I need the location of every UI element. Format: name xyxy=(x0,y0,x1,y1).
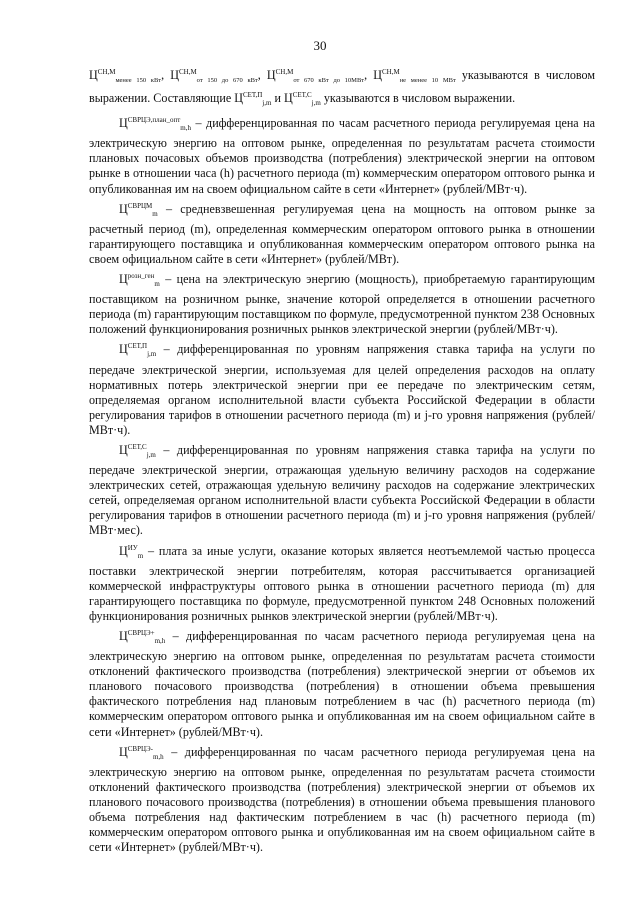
page-number: 30 xyxy=(313,38,327,53)
definition-paragraph xyxy=(89,199,595,267)
paragraph-text: указываются в числовом выражении. Составляющие xyxy=(89,68,596,106)
definition-paragraph xyxy=(89,440,595,539)
paragraph-text: указываются в числовом выражении. xyxy=(323,91,516,106)
document-body xyxy=(89,65,595,855)
formula-symbol: $Ц^{СВРЦМ}_m$ xyxy=(119,201,158,218)
formula-symbol: $Ц^{СЕТ,П}_{j,m}$ xyxy=(234,91,272,108)
definition-paragraph xyxy=(89,269,595,337)
definition-text: – дифференцированная по часам расчетного периода регулируемая цена на электрическую энергию на оптовом рынке, определенная по результатам расчета стоимости плановых почасовых объемов производства (потребления) электрической энергии на оптовом рынке в отношении часа (h) расчетного периода (m) коммерческим оператором оптового рынка и опубликованная им на своем официальном сайте в сети «Интернет» (рублей/МВт·ч). xyxy=(89,116,595,196)
formula-symbol: $Ц^{ИУ}_m$ xyxy=(119,543,144,560)
definition-text: – дифференцированная по часам расчетного периода регулируемая цена на электрическую энергию на оптовом рынке, определенная по результатам расчета стоимости отклонений фактического производства (потребления) электрической энергии от объемов их планового почасового производства (потребления) в отношении объема превышения фактического потребления над плановым потреблением в час (h) расчетного периода (m) коммерческим оператором оптового рынка и опубликованная им на своем официальном сайте в сети «Интернет» (рублей/МВт·ч). xyxy=(89,629,595,739)
definition-text: – цена на электрическую энергию (мощность), приобретаемую гарантирующим поставщиком на розничном рынке, значение которой определяется в отношении расчетного периода (m) гарантирующим поставщиком по формуле, предусмотренной пунктом 238 Основных положений функционирования розничных рынков электрической энергии (рублей/МВт·ч). xyxy=(89,272,595,337)
definition-paragraph xyxy=(89,626,595,740)
definition-paragraph xyxy=(89,113,595,196)
formula-symbol: $Ц^{СЕТ,С}_{j,m}$ xyxy=(119,442,156,459)
definition-paragraph xyxy=(89,339,595,438)
formula-symbol: $Ц^{розн\_ген}_m$ xyxy=(119,272,160,289)
definition-text: – дифференцированная по часам расчетного периода регулируемая цена на электрическую энергию на оптовом рынке, определенная по результатам расчета стоимости отклонений фактического производства (потребления) электрической энергии от объемов их планового почасового производства (потребления) в отношении объема превышения планового объема потребления над фактическим потреблением в час (h) расчетного периода (m) коммерческим оператором оптового рынка и опубликованная им на своем официальном сайте в сети «Интернет» (рублей/МВт·ч). xyxy=(89,744,595,855)
formula-symbol: $Ц^{СН,М}_{от 670 кВт до 10МВт}$ xyxy=(266,68,365,84)
formula-symbol: $Ц^{СН,М}_{не менее 10 МВт}$ xyxy=(373,68,456,84)
definition-paragraph xyxy=(89,541,595,624)
formula-symbol: $Ц^{СЕТ,П}_{j,m}$ xyxy=(119,342,157,359)
formula-symbol: $Ц^{СН,М}_{от 150 до 670 кВт}$ xyxy=(170,68,258,84)
formula-symbol: $Ц^{СЕТ,С}_{j,m}$ xyxy=(283,91,321,108)
formula-symbol: $Ц^{СВРЦЭ-}_{m,h}$ xyxy=(119,744,164,761)
definition-text: – дифференцированная по уровням напряжения ставка тарифа на услуги по передаче электрической энергии, отражающая удельную величину расходов на содержание электрических сетей, отражающая удельную величину расходов на содержание электрических сетей, определяемая органом исполнительной власти субъекта Российской Федерации в области регулирования тарифов в отношении расчетного периода (m) и j-го уровня напряжения (рублей/МВт·мес). xyxy=(89,442,595,538)
definition-text: – плата за иные услуги, оказание которых является неотъемлемой частью процесса поставки электрической энергии потребителям, которая рассчитывается организацией коммерческой инфраструктуры оптового рынка в отношении расчетного периода (m) для гарантирующего поставщика по формуле, предусмотренной пунктом 248 Основных положений функционирования розничных рынков электрической энергии (рублей/МВт·ч). xyxy=(89,543,595,623)
definition-text: – дифференцированная по уровням напряжения ставка тарифа на услуги по передаче электрической энергии, используемая для целей определения расходов на оплату нормативных потерь электрической энергии при ее передаче по электрическим сетям, определяемая органом исполнительной власти субъекта Российской Федерации в области регулирования тарифов в отношении расчетного периода (m) и j-го уровня напряжения (рублей/МВт·ч). xyxy=(89,342,595,437)
paragraph-price-components: $Ц^{СН,М}_{менее 150 кВт}$, $Ц^{СН,М}_{от 150 до 670 кВт}$, $Ц^{СН,М}_{от 670 кВт до 10МВт}$, $Ц^{СН,М}_{не менее 10 МВт}$ указываются в числовом выражении. Составляющие $Ц^{СЕТ,П}_{j,m}$ и $Ц^{СЕТ,С}_{j,m}$ указываются в числовом выражении. xyxy=(89,68,596,108)
formula-symbol: $Ц^{СВРЦЭ,план\_опт}_{m,h}$ xyxy=(119,116,191,133)
formula-symbol: $Ц^{СН,М}_{менее 150 кВт}$ xyxy=(89,68,162,84)
paragraph-text: и xyxy=(274,91,281,106)
formula-symbol: $Ц^{СВРЦЭ+}_{m,h}$ xyxy=(119,629,166,645)
definition-text: – средневзвешенная регулируемая цена на мощность на оптовом рынке за расчетный период (m), определенная коммерческим оператором оптового рынка в отношении гарантирующего поставщика и опубликованная коммерческим оператором оптового рынка на своем официальном сайте в сети «Интернет» (рублей/МВт). xyxy=(89,201,595,266)
definition-paragraph xyxy=(89,742,595,856)
